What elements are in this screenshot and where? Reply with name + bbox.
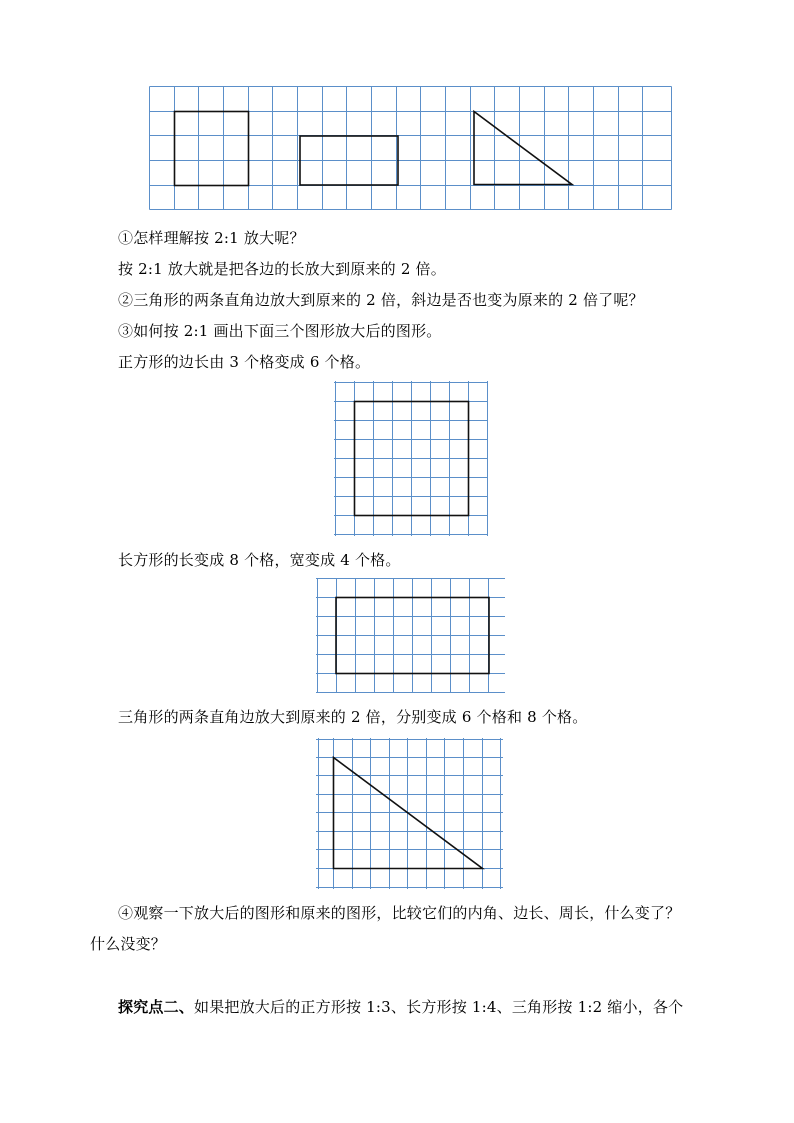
enlarged-rectangle-grid xyxy=(316,576,506,694)
grid-lines xyxy=(316,578,505,693)
question-4-line-1: ④观察一下放大后的图形和原来的图形，比较它们的内角、边长、周长，什么变了？ xyxy=(118,904,681,922)
question-3: ③如何按 2:1 画出下面三个图形放大后的图形。 xyxy=(118,322,442,340)
grid-lines xyxy=(150,87,672,210)
question-2: ②三角形的两条直角边放大到原来的 2 倍，斜边是否也变为原来的 2 倍了呢？ xyxy=(118,291,644,309)
explore-point-label: 探究点二、 xyxy=(118,998,195,1016)
square-description: 正方形的边长由 3 个格变成 6 个格。 xyxy=(118,353,371,371)
explore-point-2 xyxy=(118,997,683,1017)
original-triangle xyxy=(474,112,572,185)
enlarged-triangle-grid xyxy=(316,738,504,890)
answer-1: 按 2:1 放大就是把各边的长放大到原来的 2 倍。 xyxy=(118,260,446,278)
explore-point-text: 如果把放大后的正方形按 1:3、长方形按 1:4、三角形按 1:2 缩小，各个 xyxy=(194,998,684,1016)
original-shapes-grid xyxy=(148,85,674,212)
question-4-line-2: 什么没变？ xyxy=(90,935,167,953)
grid-lines xyxy=(334,381,488,536)
triangle-description: 三角形的两条直角边放大到原来的 2 倍，分别变成 6 个格和 8 个格。 xyxy=(118,708,588,726)
enlarged-square-grid xyxy=(332,381,490,537)
original-square xyxy=(175,112,249,186)
question-1: ①怎样理解按 2:1 放大呢？ xyxy=(118,229,305,247)
rectangle-description: 长方形的长变成 8 个格，宽变成 4 个格。 xyxy=(118,551,401,569)
